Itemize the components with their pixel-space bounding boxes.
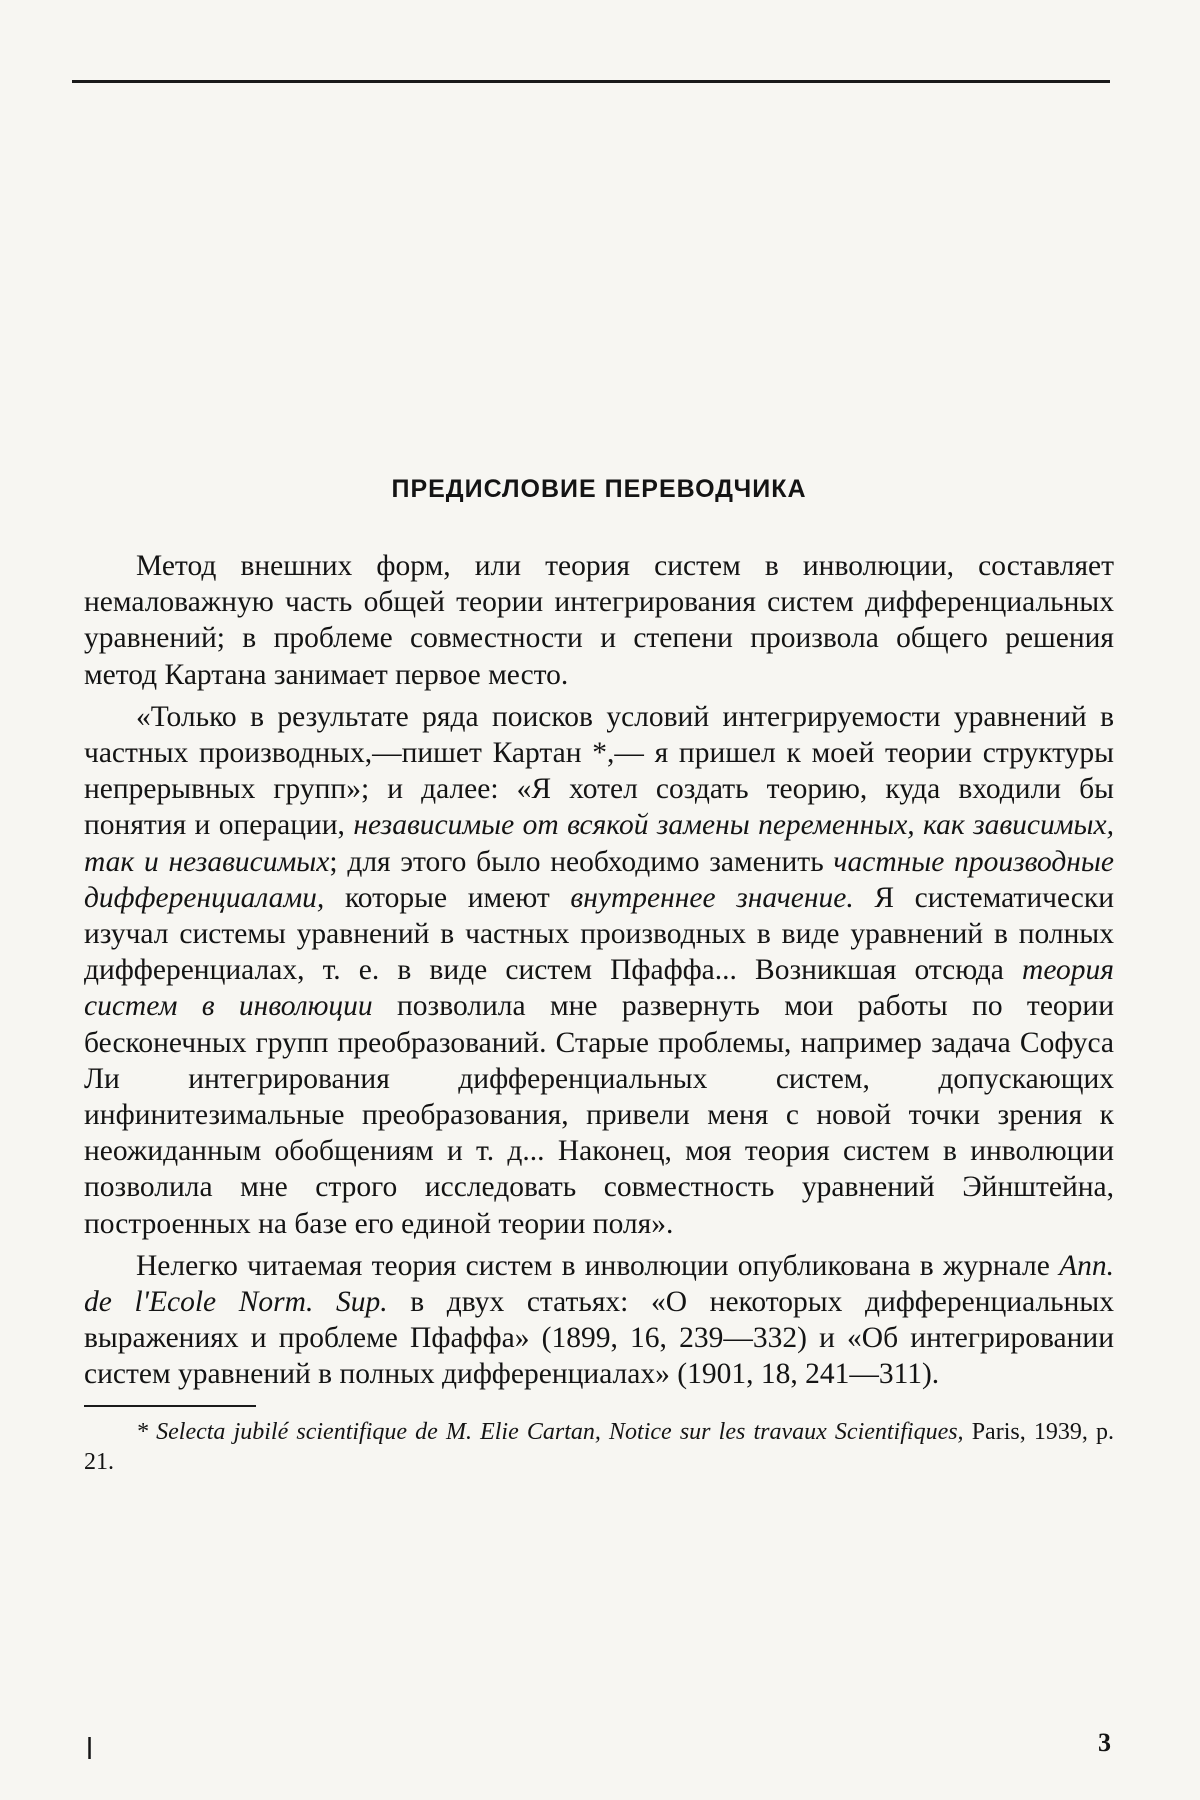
- page-mark: ǀ: [86, 1730, 94, 1766]
- italic-segment: теория систем в инволюции: [84, 954, 1114, 1023]
- footnote-source: * Selecta jubilé scientifique de M. Elie Cartan, Notice sur les travaux Scientifiques,: [136, 1418, 964, 1445]
- page-title: ПРЕДИСЛОВИЕ ПЕРЕВОДЧИКА: [391, 475, 807, 503]
- footnote: [84, 1417, 1114, 1477]
- paragraph-2: [84, 699, 1114, 1242]
- paragraph-1: Метод внешних форм, или теория систем в инволюции, составляет немаловажную часть общей теории интегрирования систем дифференциальных уравнений; в проблеме совместности и степени произвола общего решения метод Картана занимает первое место.: [84, 550, 1114, 691]
- page-number: 3: [1098, 1728, 1111, 1757]
- footnote-place-year: Paris, 1939, p. 21.: [84, 1418, 1114, 1475]
- italic-segment: частные производные дифференциалами,: [84, 845, 1115, 914]
- text-segment: ; для этого было необходимо заменить: [329, 845, 834, 878]
- text-segment: в двух статьях: «О некоторых дифференциальных выражениях и проблеме Пфаффа» (1899, 16, 239—332) и «Об интегрировании систем уравнений в полных дифференциалах» (1901, 18, 241—311).: [84, 1286, 1114, 1391]
- page-body: [84, 475, 1114, 1477]
- text-segment: позволила мне развернуть мои работы по теории бесконечных групп преобразований. Старые проблемы, например задача Софуса Ли интегрирования дифференциальных систем, допускающих инфинитезимальные преобразования, привели меня с новой точки зрения к неожиданным обобщениям и т. д... Наконец, моя теория систем в инволюции позволила мне строго исследовать совместность уравнений Эйнштейна, построенных на базе его единой теории поля».: [84, 990, 1114, 1240]
- text-segment: Нелегко читаемая теория систем в инволюции опубликована в журнале: [136, 1249, 1060, 1282]
- journal-title: Ann. de l'Ecole Norm. Sup.: [84, 1249, 1114, 1319]
- italic-segment: внутреннее значение.: [570, 881, 854, 914]
- footnote-rule: [84, 1405, 256, 1407]
- top-rule: [72, 80, 1110, 83]
- paragraph-3: [84, 1248, 1114, 1393]
- text-segment: Я систематически изучал системы уравнений в частных производных в виде уравнений в полных дифференциалах, т. е. в виде систем Пфаффа... Возникшая отсюда: [84, 881, 1114, 987]
- italic-segment: независимые от всякой замены переменных, как зависимых, так и независимых: [84, 809, 1115, 878]
- text-segment: которые имеют: [324, 881, 571, 914]
- text-segment: «Только в результате ряда поисков условий интегрируемости уравнений в частных производных,—пишет Картан *,— я пришел к моей теории структуры непрерывных групп»; и далее: «Я хотел создать теорию, куда входили бы понятия и операции,: [84, 700, 1114, 842]
